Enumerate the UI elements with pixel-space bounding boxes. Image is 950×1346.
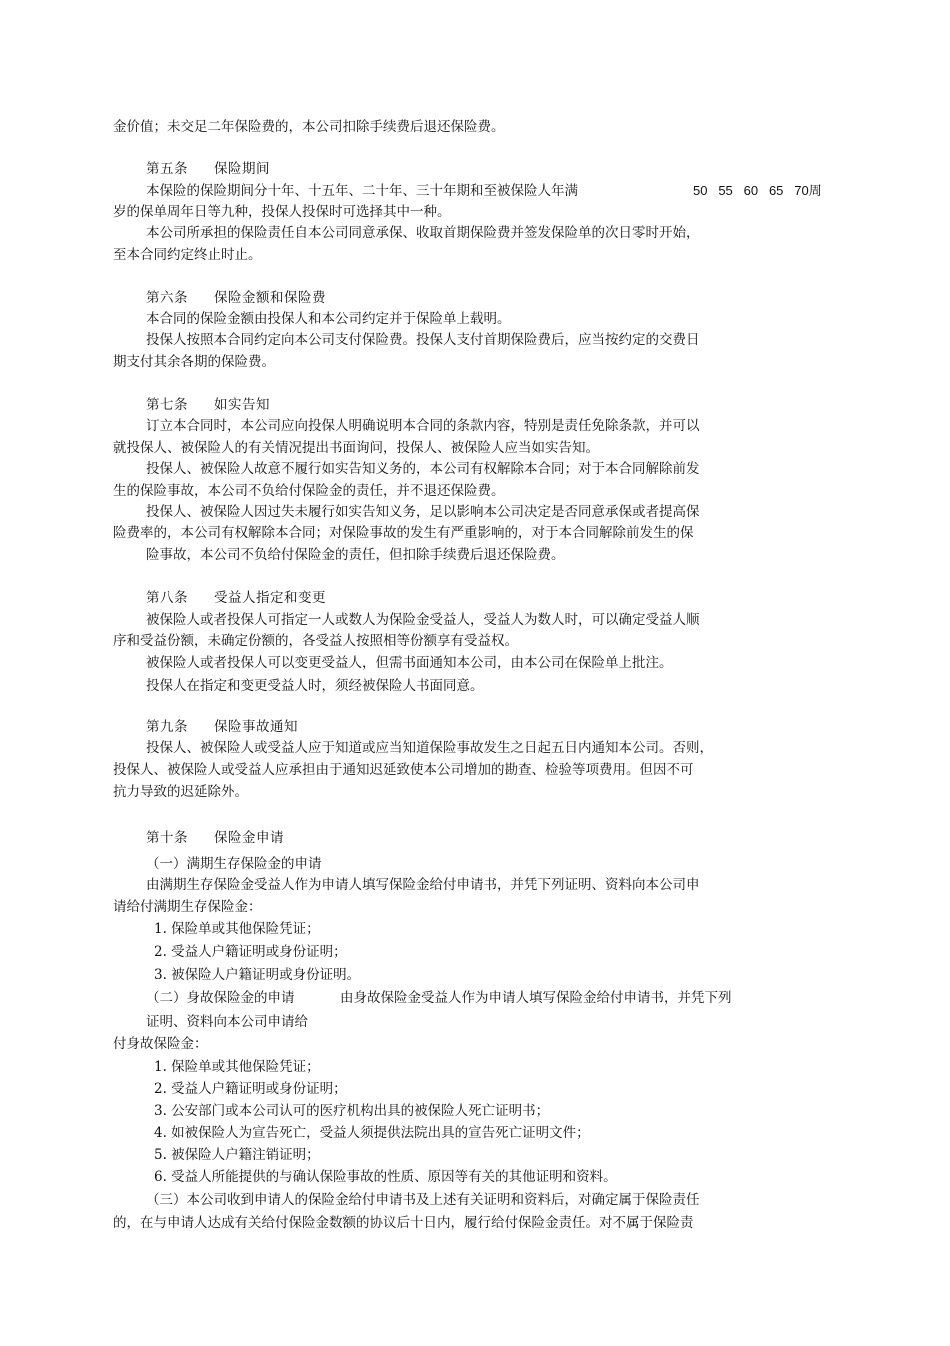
text-line: 序和受益份额，未确定份额的，各受益人按照相等份额享有受益权。 (113, 633, 518, 649)
article-number: 第七条 (146, 397, 188, 413)
text-line: 的，在与申请人达成有关给付保险金数额的协议后十日内，履行给付保险金责任。对不属于保险责 (113, 1215, 694, 1231)
article-number: 第十条 (146, 830, 188, 846)
article-6-heading (146, 289, 326, 307)
text-line: 就投保人、被保险人的有关情况提出书面询问，投保人、被保险人应当如实告知。 (113, 440, 599, 456)
text-line: 本保险的保险期间分十年、十五年、二十年、三十年期和至被保险人年满 (146, 183, 578, 199)
text-line: 投保人、被保险人或受益人应于知道或应当知道保险事故发生之日起五日内通知本公司。否则， (146, 740, 713, 756)
text-line: 至本合同约定终止时止。 (113, 247, 262, 263)
text-line: 抗力导致的迟延除外。 (113, 784, 248, 800)
list-item: 2. 受益人户籍证明或身份证明； (154, 1081, 347, 1097)
article-title: 受益人指定和变更 (214, 590, 326, 606)
article-title: 保险事故通知 (214, 719, 298, 735)
age-option: 65 (768, 183, 784, 198)
text-line: 被保险人或者投保人可指定一人或数人为保险金受益人，受益人为数人时，可以确定受益人顺 (146, 612, 700, 628)
text-line: 证明、资料向本公司申请给 (146, 1014, 308, 1030)
article-title: 保险金额和保险费 (214, 290, 326, 306)
article-number: 第九条 (146, 719, 188, 735)
text-line: 投保人在指定和变更受益人时，须经被保险人书面同意。 (146, 678, 484, 694)
list-item: 6. 受益人所能提供的与确认保险事故的性质、原因等有关的其他证明和资料。 (154, 1169, 617, 1185)
subsection-heading: （三）本公司收到申请人的保险金给付申请书及上述有关证明和资料后，对确定属于保险责任 (146, 1192, 700, 1208)
article-5-heading (146, 160, 270, 178)
text-line: 被保险人或者投保人可以变更受益人，但需书面通知本公司，由本公司在保险单上批注。 (146, 655, 673, 671)
subsection-heading: （二）身故保险金的申请 (146, 990, 295, 1006)
list-item: 2. 受益人户籍证明或身份证明； (154, 944, 347, 960)
text-line: 由满期生存保险金受益人作为申请人填写保险金给付申请书，并凭下列证明、资料向本公司申 (146, 877, 700, 893)
article-title: 保险金申请 (214, 830, 284, 846)
age-options (693, 182, 822, 200)
age-option: 60 (743, 183, 759, 198)
list-item: 3. 公安部门或本公司认可的医疗机构出具的被保险人死亡证明书； (154, 1103, 550, 1119)
list-item: 5. 被保险人户籍注销证明； (154, 1147, 320, 1163)
article-number: 第八条 (146, 590, 188, 606)
text-line: 由身故保险金受益人作为申请人填写保险金给付申请书，并凭下列 (340, 990, 732, 1006)
text-line: 投保人、被保险人或受益人应承担由于通知迟延致使本公司增加的勘查、检验等项费用。但因不可 (113, 762, 694, 778)
subsection-heading: （一）满期生存保险金的申请 (146, 856, 322, 872)
article-number: 第五条 (146, 161, 188, 177)
text-line: 期支付其余各期的保险费。 (113, 354, 275, 370)
list-item: 1. 保险单或其他保险凭证； (154, 921, 320, 937)
text-line: 请给付满期生存保险金： (113, 899, 262, 915)
text-line: 本公司所承担的保险责任自本公司同意承保、收取首期保险费并签发保险单的次日零时开始， (146, 225, 700, 241)
text-line: 生的保险事故，本公司不负给付保险金的责任，并不退还保险费。 (113, 483, 505, 499)
article-number: 第六条 (146, 290, 188, 306)
list-item: 1. 保险单或其他保险凭证； (154, 1059, 320, 1075)
text-line: 险费率的，本公司有权解除本合同；对保险事故的发生有严重影响的，对于本合同解除前发生的保 (113, 525, 694, 541)
list-item: 3. 被保险人户籍证明或身份证明。 (154, 967, 361, 983)
text-line: 投保人按照本合同约定向本公司支付保险费。投保人支付首期保险费后，应当按约定的交费日 (146, 332, 700, 348)
text-line: 投保人、被保险人故意不履行如实告知义务的，本公司有权解除本合同；对于本合同解除前发 (146, 461, 700, 477)
article-10-heading (146, 829, 284, 847)
text-line: 付身故保险金： (113, 1036, 208, 1052)
text-line: 险事故，本公司不负给付保险金的责任，但扣除手续费后退还保险费。 (146, 547, 565, 563)
article-9-heading (146, 718, 298, 736)
text-line: 岁的保单周年日等九种，投保人投保时可选择其中一种。 (113, 204, 451, 220)
article-7-heading (146, 396, 270, 414)
age-option: 50 (693, 183, 708, 198)
text-line: 投保人、被保险人因过失未履行如实告知义务，足以影响本公司决定是否同意承保或者提高保 (146, 504, 700, 520)
article-title: 保险期间 (214, 161, 270, 177)
article-title: 如实告知 (214, 397, 270, 413)
article-8-heading (146, 589, 326, 607)
age-option: 70 (794, 183, 809, 198)
text-line: 本合同的保险金额由投保人和本公司约定并于保险单上载明。 (146, 311, 511, 327)
text-line: 订立本合同时，本公司应向投保人明确说明本合同的条款内容，特别是责任免除条款，并可以 (146, 418, 700, 434)
text-line: 金价值；未交足二年保险费的，本公司扣除手续费后退还保险费。 (113, 119, 505, 135)
age-suffix: 周 (808, 183, 822, 198)
list-item: 4. 如被保险人为宣告死亡，受益人须提供法院出具的宣告死亡证明文件； (154, 1125, 590, 1141)
age-option: 55 (718, 183, 733, 198)
